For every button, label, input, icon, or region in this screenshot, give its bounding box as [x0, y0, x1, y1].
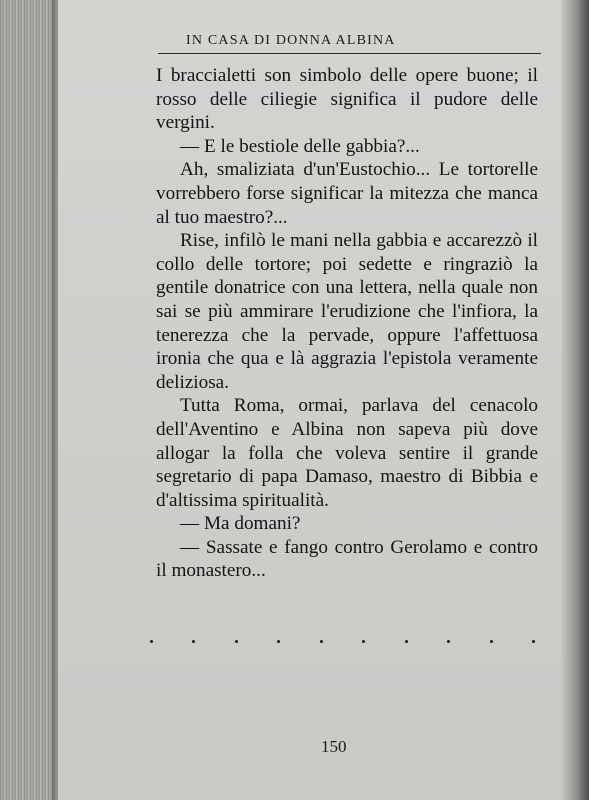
running-head: IN CASA DI DONNA ALBINA: [186, 33, 396, 48]
dot: [277, 640, 280, 643]
header-rule: [158, 53, 541, 54]
dot: [532, 640, 535, 643]
dot: [362, 640, 365, 643]
paragraph: — Ma domani?: [180, 513, 301, 535]
dot: [192, 640, 195, 643]
paragraph: Rise, infilò le mani nella gabbia e accarezzò il collo delle tortore; poi sedette e ringraziò la gentile donatrice con una lettera, nella quale non sai se più ammirare l'erudizione che l'infiora, la tenerezza che la pervade, oppure l'affettuosa ironia che qua e là aggrazia l'epistola veramente deliziosa.: [156, 230, 538, 393]
section-break-dots: [150, 640, 535, 643]
paragraph: — E le bestiole delle gabbia?...: [180, 135, 420, 157]
dot: [150, 640, 153, 643]
paragraph: Tutta Roma, ormai, parlava del cenacolo dell'Aventino e Albina non sapeva più dove allogar la folla che voleva sentire il grande segretario di papa Damaso, maestro di Bibbia e d'altissima spiritualità.: [156, 395, 538, 511]
paragraph: Ah, smaliziata d'un'Eustochio... Le tortorelle vorrebbero forse significar la mitezza che manca al tuo maestro?...: [156, 159, 538, 228]
paragraph: I braccialetti son simbolo delle opere buone; il rosso delle ciliegie significa il pudore delle vergini.: [156, 65, 538, 134]
dot: [235, 640, 238, 643]
dot: [320, 640, 323, 643]
text-block: [156, 64, 538, 583]
dot: [490, 640, 493, 643]
gutter-shadow: [561, 0, 589, 800]
page-number: 150: [321, 737, 347, 756]
paragraph: — Sassate e fango contro Gerolamo e contro il monastero...: [156, 536, 538, 582]
dot: [447, 640, 450, 643]
page-edges: [0, 0, 60, 800]
dot: [405, 640, 408, 643]
